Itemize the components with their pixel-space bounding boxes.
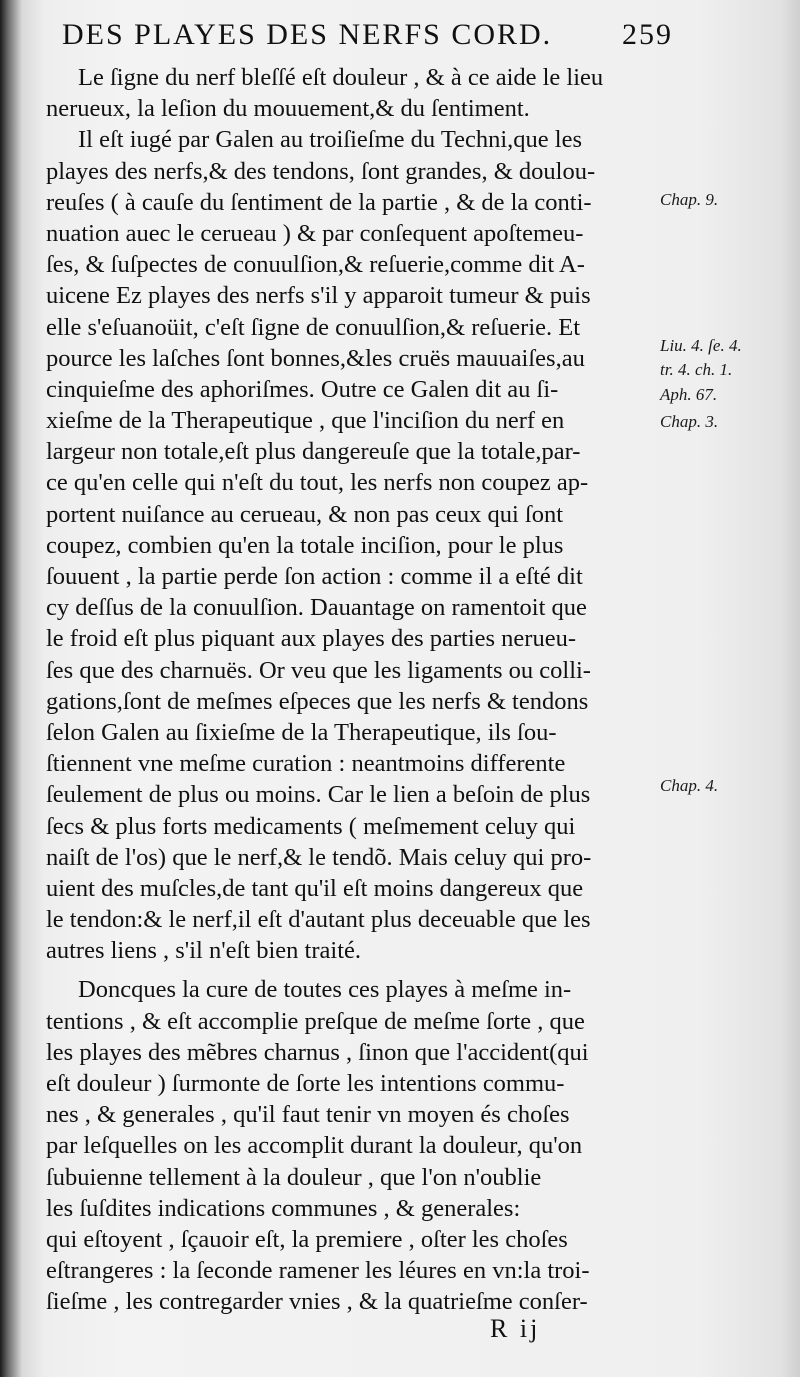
margin-note-chap-3: Chap. 3. [660,412,719,431]
text-line: par leſquelles on les accomplit durant la douleur, qu'on [46,1132,583,1160]
signature-mark: R ij [490,1314,541,1343]
text-line: eſt douleur ) ſurmonte de ſorte les intentions commu- [46,1070,565,1097]
text-line: nuation auec le cerueau ) & par conſequent apoſtemeu- [46,219,584,247]
text-line: reuſes ( à cauſe du ſentiment de la partie , & de la conti- [46,188,592,216]
text-line: Doncques la cure de toutes ces playes à meſme in- [78,976,572,1004]
text-line: ſeulement de plus ou moins. Car le lien a beſoin de plus [46,781,591,809]
text-line: cy deſſus de la conuulſion. Dauantage on ramentoit que [46,594,587,622]
text-line: Le ſigne du nerf bleſſé eſt douleur , & à ce aide le lieu [78,64,604,91]
text-line: ſubuienne tellement à la douleur , que l'on n'oublie [46,1163,542,1191]
margin-note-liu-4: Liu. 4. ſe. 4. [660,336,742,355]
text-line: portent nuiſance au cerueau, & non pas ceux qui ſont [46,500,564,528]
text-line: Il eſt iugé par Galen au troiſieſme du Techni,que les [78,126,582,154]
text-line: ſecs & plus forts medicaments ( meſmement celuy qui [46,812,576,840]
text-line: nerueux, la leſion du mouuement,& du ſentiment. [46,95,530,123]
margin-note-tr-4: tr. 4. ch. 1. [660,360,733,379]
text-line: le froid eſt plus piquant aux playes des parties nerueu- [46,625,576,653]
text-line: playes des nerfs,& des tendons, ſont grandes, & doulou- [46,157,596,185]
text-line: tentions , & eſt accomplie preſque de meſme ſorte , que [46,1007,585,1035]
text-line: cinquieſme des aphoriſmes. Outre ce Galen dit au ſi- [46,375,559,403]
text-line: autres liens , s'il n'eſt bien traité. [46,937,361,965]
text-line: ſtiennent vne meſme curation : neantmoins differente [46,750,566,778]
paragraph-gap [46,966,658,974]
text-line: ſes que des charnuës. Or veu que les ligaments ou colli- [46,656,591,684]
text-line: les playes des mẽbres charnus , ſinon que l'accident(qui [46,1038,589,1066]
text-line: uient des muſcles,de tant qu'il eſt moins dangereux que [46,874,584,902]
running-header [62,18,673,58]
text-line: eſtrangeres : la ſeconde ramener les léures en vn:la troi- [46,1257,590,1285]
text-line: ſouuent , la partie perde ſon action : comme il a eſté dit [46,563,583,590]
text-line: pource les laſches ſont bonnes,&les cruës mauuaiſes,au [46,344,585,372]
main-text-block [46,62,658,1318]
text-line: largeur non totale,eſt plus dangereuſe que la totale,par- [46,438,581,466]
text-line: les ſuſdites indications communes , & generales: [46,1194,521,1222]
margin-note-aph-67: Aph. 67. [660,385,718,404]
text-line: ſieſme , les contregarder vnies , & la quatrieſme conſer- [46,1288,588,1316]
text-line: ſes, & ſuſpectes de conuulſion,& reſuerie,comme dit A- [46,251,585,279]
text-line: le tendon:& le nerf,il eſt d'autant plus deceuable que les [46,906,591,934]
margin-note-chap-9: Chap. 9. [660,190,719,209]
header-title: DES PLAYES DES NERFS CORD. [62,18,553,51]
text-line: ce qu'en celle qui n'eſt du tout, les nerfs non coupez ap- [46,469,589,497]
text-line: gations,ſont de meſmes eſpeces que les nerfs & tendons [46,687,589,715]
margin-note-chap-4: Chap. 4. [660,776,719,795]
text-line: coupez, combien qu'en la totale inciſion, pour le plus [46,531,564,559]
text-line: naiſt de l'os) que le nerf,& le tendõ. Mais celuy qui pro- [46,843,592,871]
text-line: qui eſtoyent , ſçauoir eſt, la premiere , oſter les choſes [46,1225,568,1253]
text-line: nes , & generales , qu'il faut tenir vn moyen és choſes [46,1101,570,1129]
text-line: elle s'eſuanoüit, c'eſt ſigne de conuulſion,& reſuerie. Et [46,313,581,341]
text-line: xieſme de la Therapeutique , que l'inciſion du nerf en [46,407,565,435]
text-line: ſelon Galen au ſixieſme de la Therapeutique, ils ſou- [46,718,557,746]
page-number: 259 [622,18,673,51]
text-line: uicene Ez playes des nerfs s'il y apparoit tumeur & puis [46,282,591,310]
